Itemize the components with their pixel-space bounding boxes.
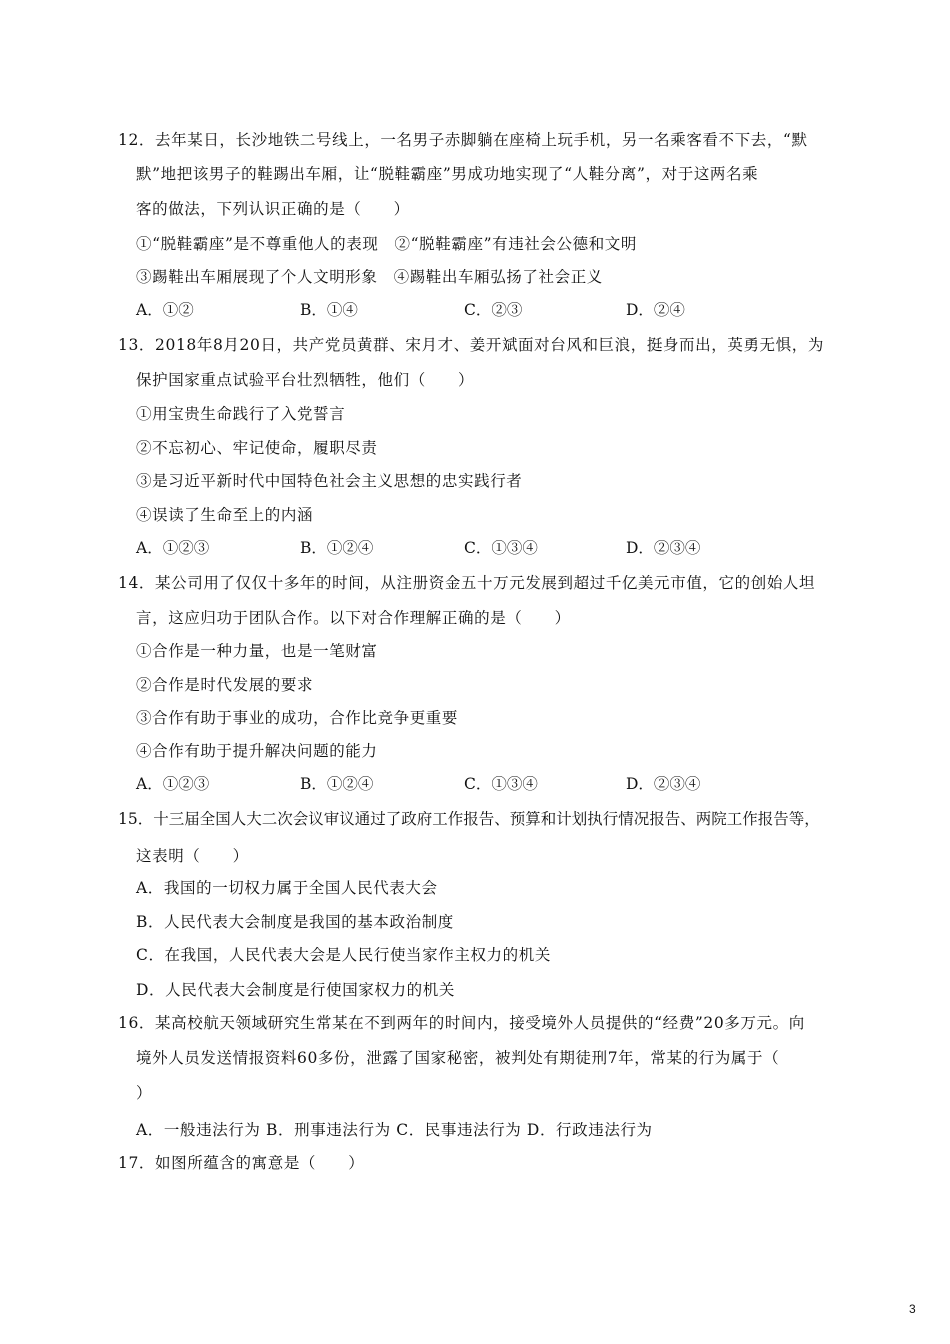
q15-option-c: C．在我国，人民代表大会是人民行使当家作主权力的机关	[136, 946, 551, 964]
q13-statement-4: ④误读了生命至上的内涵	[136, 506, 314, 524]
q14-option-a: A．①②③	[136, 775, 210, 793]
q13-stem-line-2: 保护国家重点试验平台壮烈牺牲，他们（ ）	[136, 371, 475, 389]
q14-statement-1: ①合作是一种力量，也是一笔财富	[136, 642, 378, 660]
q14-stem-line-2: 言，这应归功于团队合作。以下对合作理解正确的是（ ）	[136, 609, 571, 627]
q16-stem-line-2: 境外人员发送情报资料60多份，泄露了国家秘密，被判处有期徒刑7年，常某的行为属于（	[136, 1049, 780, 1067]
q13-option-d: D．②③④	[626, 539, 701, 557]
q13-stem-line-1: 13．2018年8月20日，共产党员黄群、宋月才、姜开斌面对台风和巨浪，挺身而出，英勇无惧，为	[118, 336, 824, 354]
q14-option-d: D．②③④	[626, 775, 701, 793]
q15-stem-line-2: 这表明（ ）	[136, 847, 249, 865]
q12-statement-3-4: ③踢鞋出车厢展现了个人文明形象 ④踢鞋出车厢弘扬了社会正义	[136, 268, 603, 286]
q12-stem-line-3: 客的做法，下列认识正确的是（ ）	[136, 200, 410, 218]
q16-stem-line-1: 16．某高校航天领域研究生常某在不到两年的时间内，接受境外人员提供的“经费”20多万元。向	[118, 1014, 805, 1032]
q15-option-a: A．我国的一切权力属于全国人民代表大会	[136, 879, 438, 897]
q14-stem-line-1: 14．某公司用了仅仅十多年的时间，从注册资金五十万元发展到超过千亿美元市值，它的创始人坦	[118, 574, 816, 592]
q14-option-c: C．①③④	[464, 775, 538, 793]
q12-option-c: C．②③	[464, 301, 523, 319]
q12-stem-line-1: 12．去年某日，长沙地铁二号线上，一名男子赤脚躺在座椅上玩手机，另一名乘客看不下去，“默	[118, 131, 808, 149]
q14-statement-2: ②合作是时代发展的要求	[136, 676, 314, 694]
q15-option-b: B．人民代表大会制度是我国的基本政治制度	[136, 913, 454, 931]
page-number: 3	[909, 1302, 916, 1316]
q12-statement-1-2: ①“脱鞋霸座”是不尊重他人的表现 ②“脱鞋霸座”有违社会公德和文明	[136, 235, 637, 253]
q12-option-b: B．①④	[300, 301, 358, 319]
q13-option-b: B．①②④	[300, 539, 374, 557]
q13-option-c: C．①③④	[464, 539, 538, 557]
q13-option-a: A．①②③	[136, 539, 210, 557]
q12-stem-line-2: 默”地把该男子的鞋踢出车厢，让“脱鞋霸座”男成功地实现了“人鞋分离”，对于这两名乘	[136, 165, 759, 183]
q15-stem-line-1: 15．十三届全国人大二次会议审议通过了政府工作报告、预算和计划执行情况报告、两院工作报告等，	[118, 810, 820, 828]
q16-options: A．一般违法行为 B．刑事违法行为 C．民事违法行为 D．行政违法行为	[136, 1121, 653, 1139]
q16-stem-line-3: ）	[136, 1084, 153, 1102]
q12-option-d: D．②④	[626, 301, 685, 319]
q14-option-b: B．①②④	[300, 775, 374, 793]
q13-statement-2: ②不忘初心、牢记使命，履职尽责	[136, 439, 378, 457]
q17-stem-line-1: 17．如图所蕴含的寓意是（ ）	[118, 1154, 365, 1172]
q13-statement-1: ①用宝贵生命践行了入党誓言	[136, 405, 346, 423]
q15-option-d: D．人民代表大会制度是行使国家权力的机关	[136, 981, 455, 999]
q14-statement-3: ③合作有助于事业的成功，合作比竞争更重要	[136, 709, 459, 727]
q12-option-a: A．①②	[136, 301, 194, 319]
q14-statement-4: ④合作有助于提升解决问题的能力	[136, 742, 378, 760]
q13-statement-3: ③是习近平新时代中国特色社会主义思想的忠实践行者	[136, 472, 523, 490]
